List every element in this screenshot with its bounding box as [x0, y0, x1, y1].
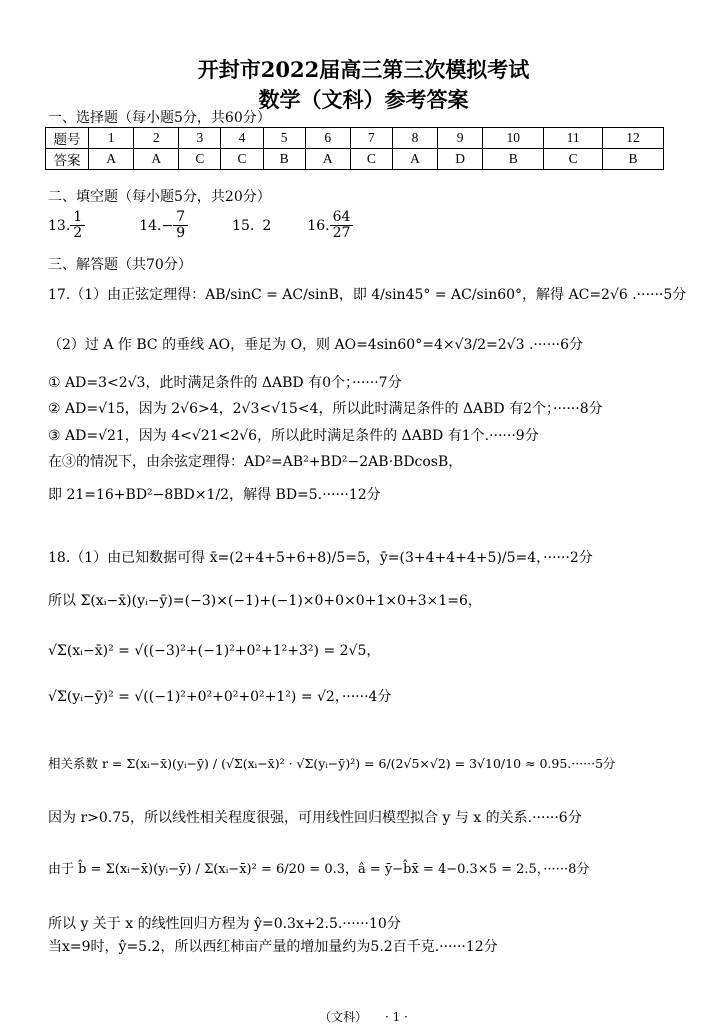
table-cell: 8: [392, 128, 437, 149]
solution-line: 当x=9时，ŷ=5.2，所以西红柿亩产量的增加量约为5.2百千克.······12分: [48, 939, 498, 955]
q14-label: 14.: [139, 217, 162, 234]
solution-line: ② AD=√15，因为 2√6>4，2√3<√15<4，所以此时满足条件的 ΔABD 有2个；······8分: [48, 401, 603, 417]
table-cell: 7: [350, 128, 392, 149]
answer-table: [45, 127, 664, 170]
table-cell: A: [134, 149, 179, 170]
page-footer: [0, 1008, 727, 1025]
page-title: 开封市2022届高三第三次模拟考试: [197, 57, 530, 82]
table-cell: 3: [179, 128, 221, 149]
q16-label: 16.: [307, 217, 330, 234]
solution-line: 所以 Σ(xᵢ−x̄)(yᵢ−ȳ)=(−3)×(−1)+(−1)×0+0×0+1×0+3×1=6，: [48, 593, 482, 609]
table-row: [46, 128, 664, 149]
table-cell: 4: [221, 128, 263, 149]
fill-in-answers: [48, 210, 353, 242]
table-cell: 6: [305, 128, 350, 149]
table-cell: C: [350, 149, 392, 170]
q14-sign: −: [161, 217, 174, 234]
section-1-heading: 一、选择题（每小题5分，共60分）: [48, 110, 271, 126]
table-cell: B: [483, 149, 544, 170]
q16-answer: $\frac{64}{27}$: [330, 210, 354, 242]
table-row: [46, 149, 664, 170]
q15-label: 15.: [232, 217, 255, 234]
solution-line: √Σ(yᵢ−ȳ)² = √((−1)²+0²+0²+0²+1²) = √2，······4分: [48, 689, 392, 705]
solution-line: 在③的情况下，由余弦定理得：AD²=AB²+BD²−2AB·BDcosB，: [48, 454, 463, 470]
solution-line: 相关系数 r = Σ(xᵢ−x̄)(yᵢ−ȳ) / (√Σ(xᵢ−x̄)² · √Σ(yᵢ−ȳ)²) = 6/(2√5×√2) = 3√10/10 ≈ 0.95.······5分: [48, 756, 616, 771]
solution-line: 17.（1）由正弦定理得：AB/sinC = AC/sinB，即 4/sin45° = AC/sin60°，解得 AC=2√6 .······5分: [48, 287, 687, 303]
table-cell: B: [263, 149, 305, 170]
table-cell: 5: [263, 128, 305, 149]
table-cell: C: [544, 149, 603, 170]
table-cell: 9: [438, 128, 483, 149]
solution-line: √Σ(xᵢ−x̄)² = √((−3)²+(−1)²+0²+1²+3²) = 2√5，: [48, 643, 381, 659]
page-number: · 1 ·: [384, 1010, 408, 1024]
table-cell: 10: [483, 128, 544, 149]
table-cell: 11: [544, 128, 603, 149]
q13-answer: $\frac{1}{2}$: [70, 210, 85, 242]
q13-label: 13.: [48, 217, 71, 234]
table-cell: 12: [603, 128, 664, 149]
table-cell: 1: [89, 128, 134, 149]
table-cell: D: [438, 149, 483, 170]
table-cell: C: [179, 149, 221, 170]
table-cell: B: [603, 149, 664, 170]
table-cell: A: [305, 149, 350, 170]
table-cell: A: [89, 149, 134, 170]
section-2-heading: 二、填空题（每小题5分，共20分）: [48, 189, 271, 205]
table-cell: 2: [134, 128, 179, 149]
solution-line: ③ AD=√21，因为 4<√21<2√6，所以此时满足条件的 ΔABD 有1个.······9分: [48, 428, 539, 444]
solution-line: 所以 y 关于 x 的线性回归方程为 ŷ=0.3x+2.5.······10分: [48, 916, 401, 932]
solution-line: 因为 r>0.75，所以线性相关程度很强，可用线性回归模型拟合 y 与 x 的关系.······6分: [48, 810, 582, 826]
table-cell: C: [221, 149, 263, 170]
solution-line: （2）过 A 作 BC 的垂线 AO，垂足为 O，则 AO=4sin60°=4×√3/2=2√3 .······6分: [48, 337, 584, 353]
footer-label: （文科）: [319, 1010, 368, 1024]
section-3-heading: 三、解答题（共70分）: [48, 257, 192, 273]
row-label: 题号: [46, 128, 89, 149]
q14-answer: $\frac{7}{9}$: [173, 210, 188, 242]
row-label: 答案: [46, 149, 89, 170]
solution-line: ① AD=3<2√3，此时满足条件的 ΔABD 有0个；······7分: [48, 375, 402, 391]
solution-line: 由于 b̂ = Σ(xᵢ−x̄)(yᵢ−ȳ) / Σ(xᵢ−x̄)² = 6/20 = 0.3，â = ȳ−b̂x̄ = 4−0.3×5 = 2.5，······8分: [48, 862, 590, 877]
q15-answer: 2: [262, 217, 272, 234]
solution-line: 18.（1）由已知数据可得 x̄=(2+4+5+6+8)/5=5，ȳ=(3+4+4+4+5)/5=4，······2分: [48, 550, 593, 566]
solution-line: 即 21=16+BD²−8BD×1/2，解得 BD=5.······12分: [48, 487, 381, 503]
table-cell: A: [392, 149, 437, 170]
page-subtitle: 数学（文科）参考答案: [258, 87, 469, 112]
